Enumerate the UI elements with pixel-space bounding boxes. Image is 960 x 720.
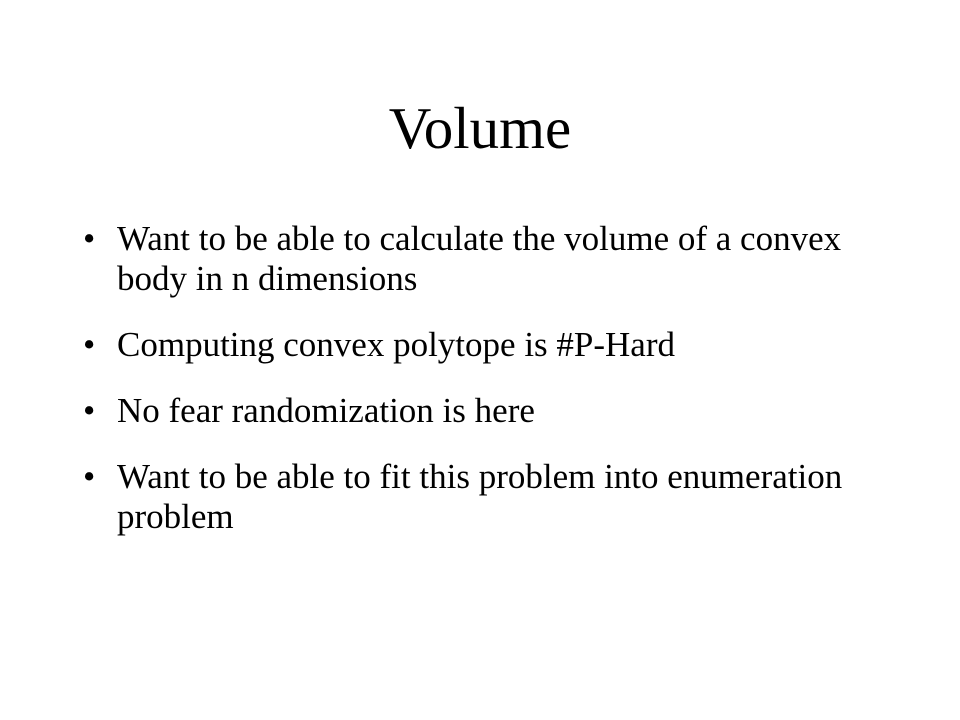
slide-title: Volume bbox=[388, 95, 572, 161]
bullet-list bbox=[83, 219, 883, 563]
bullet-item bbox=[83, 325, 883, 365]
bullet-text: Want to be able to fit this problem into enumeration problem bbox=[117, 457, 843, 536]
bullet-text: No fear randomization is here bbox=[117, 391, 535, 430]
bullet-glyph: • bbox=[83, 219, 96, 258]
bullet-glyph: • bbox=[83, 325, 96, 364]
bullet-text: Want to be able to calculate the volume of a convex body in n dimensions bbox=[117, 219, 842, 298]
bullet-item bbox=[83, 219, 883, 299]
bullet-item bbox=[83, 457, 883, 537]
bullet-glyph: • bbox=[83, 457, 96, 496]
bullet-glyph: • bbox=[83, 391, 96, 430]
bullet-text: Computing convex polytope is #P-Hard bbox=[117, 325, 676, 364]
bullet-item bbox=[83, 391, 883, 431]
